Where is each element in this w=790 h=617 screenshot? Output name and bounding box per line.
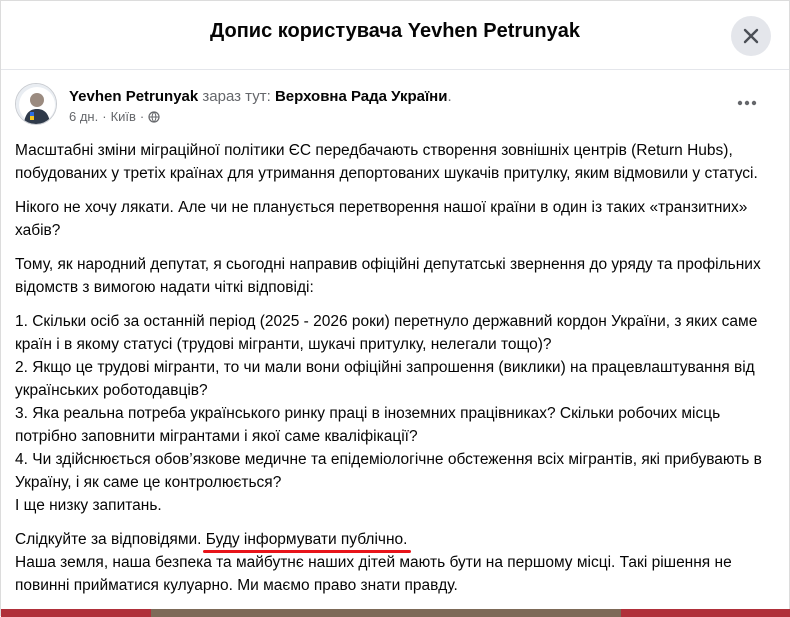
location-suffix: .: [447, 88, 452, 105]
question-list: [15, 310, 771, 517]
paragraph-question: Нікого не хочу лякати. Але чи не планується перетворення нашої країни в один із таких «транзитних» хабів?: [15, 199, 748, 239]
question-item: 2. Якщо це трудові мігранти, то чи мали вони офіційні запрошення (виклики) на працевлаштування від українських роботодавців?: [15, 359, 755, 399]
post-city: Київ: [110, 109, 136, 124]
underlined-phrase: Буду інформувати публічно.: [206, 528, 408, 551]
dialog-title: Допис користувача Yevhen Petrunyak: [209, 20, 581, 42]
author-name-link[interactable]: Yevhen Petrunyak: [69, 88, 199, 105]
question-item: 3. Яка реальна потреба українського ринку праці в іноземних працівниках? Скільки робочих місць потрібно заповнити мігрантами і якої саме кваліфікації?: [15, 405, 721, 445]
paragraph-closing: [15, 528, 771, 597]
closing-rest: Наша земля, наша безпека та майбутнє наших дітей мають бути на першому місці. Такі рішення не повинні прийматися кулуарно. Ми маємо право знати правду.: [15, 554, 732, 594]
post-time-link[interactable]: 6 дн.: [69, 109, 99, 124]
question-item: 1. Скільки осіб за останній період (2025 - 2026 роки) перетнуло державний кордон України, з яких саме країн і в якому статусі (трудові мігранти, шукачі притулку, нелегали тощо)?: [15, 313, 758, 353]
post-text: [15, 139, 771, 597]
post-meta: [69, 109, 160, 124]
avatar[interactable]: [15, 83, 57, 125]
close-icon: [743, 28, 759, 44]
dialog-header: [1, 1, 789, 70]
more-options-button[interactable]: [731, 91, 763, 115]
presence-text: зараз тут:: [202, 88, 271, 105]
closing-lead: Слідкуйте за відповідями.: [15, 531, 206, 548]
globe-icon: [148, 111, 160, 123]
meta-separator: ·: [102, 109, 107, 124]
location-link[interactable]: Верховна Рада України: [274, 88, 448, 105]
close-button[interactable]: [731, 16, 771, 56]
paragraph-intro: Масштабні зміни міграційної політики ЄС передбачають створення зовнішніх центрів (Return Hubs), побудованих у третіх країнах для утримання депортованих шукачів притулку, яким відмовили у статусі.: [15, 142, 758, 182]
question-item: І ще низку запитань.: [15, 497, 162, 514]
more-horizontal-icon: [737, 100, 757, 106]
post-header: [15, 83, 775, 127]
meta-separator-2: ·: [139, 109, 145, 124]
author-line: [69, 88, 452, 105]
question-item: 4. Чи здійснюється обов’язкове медичне та епідеміологічне обстеження всіх мігрантів, які прибувають в Україну, і як саме це контролюється?: [15, 451, 762, 491]
paragraph-appeal: Тому, як народний депутат, я сьогодні направив офіційні депутатські звернення до уряду та профільних відомств з вимогою надати чіткі відповіді:: [15, 256, 761, 296]
avatar-portrait-icon: [16, 84, 57, 125]
